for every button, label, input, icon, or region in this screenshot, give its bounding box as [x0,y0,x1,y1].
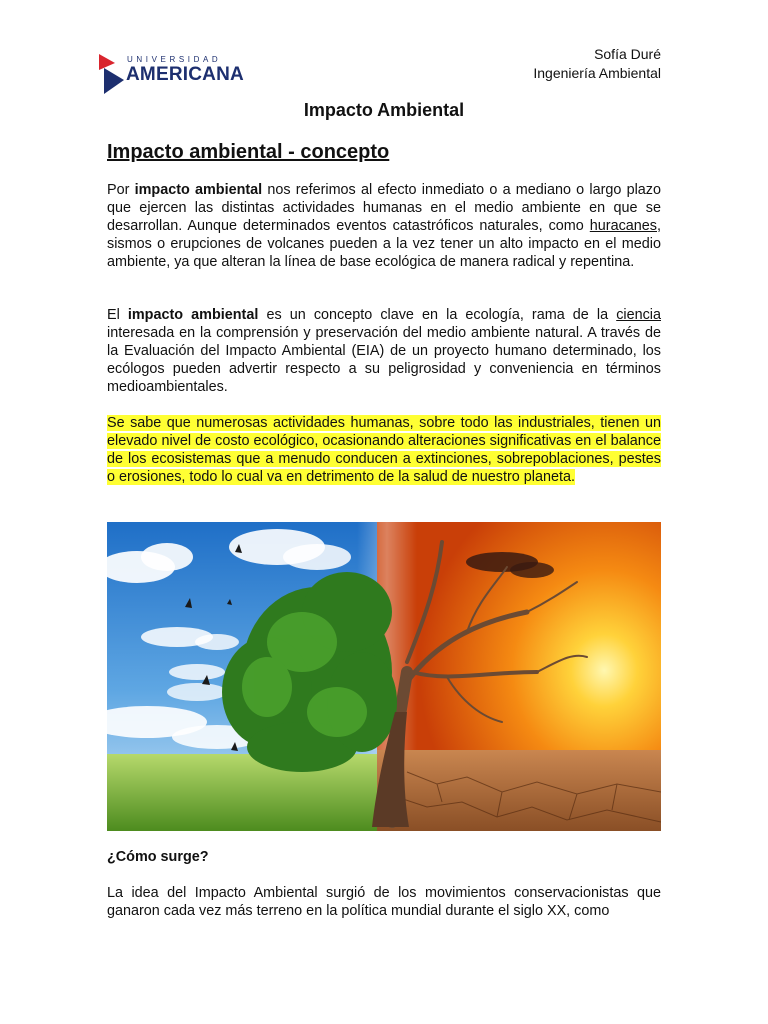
logo-top-text: UNIVERSIDAD [127,55,222,64]
p1-text-a: nos referimos al efecto inmediato o a mediano o largo plazo que ejercen las distintas actividades humanas en el medio ambiente en que se desarrollan. Aunque determinados eventos catastróficos naturales, como [107,182,661,234]
p1-bold-term: impacto ambiental [134,182,263,198]
author-name: Sofía Duré [594,46,661,62]
author-career: Ingeniería Ambiental [533,65,661,81]
logo-main-text: AMERICANA [126,64,244,85]
p4-text: La idea del Impacto Ambiental surgió de los movimientos conservacionistas que ganaron cada vez más terreno en la política mundial durante el siglo XX, como [107,885,661,919]
p2-bold-term: impacto ambiental [127,307,259,323]
paragraph-origin [107,884,661,920]
p1-prefix: Por [107,182,135,198]
p2-prefix: El [107,307,128,323]
p2-text-b: interesada en la comprensión y preservación del medio ambiente natural. A través de la Evaluación del Impacto Ambiental (EIA) de un proyecto humano determinado, los ecólogos pueden advertir respecto a su peligrosidad y conveniencia en términos medioambientales. [107,325,661,395]
paragraph-definition [107,181,661,271]
link-huracanes[interactable]: huracanes [589,218,657,234]
highlighted-text: Se sabe que numerosas actividades humanas, sobre todo las industriales, tienen un elevado nivel de costo ecológico, ocasionando alteraciones significativas en el balance de los ecosistemas que a menudo conducen a extinciones, sobrepoblaciones, pestes o erosiones, todo lo cual va en detrimento de la salud de nuestro planeta. [107,415,661,485]
p1-text-b: , sismos o erupciones de volcanes pueden a la vez tener un alto impacto en el medio ambiente, ya que alteran la línea de base ecológica de manera radical y repentina. [107,218,661,270]
university-logo [99,50,244,96]
paragraph-ecology [107,306,661,396]
author-block [533,45,661,83]
logo-triangle-icon [99,50,127,96]
section-heading: Impacto ambiental - concepto [107,141,390,163]
paragraph-highlighted [107,414,661,486]
document-title: Impacto Ambiental [303,100,465,120]
link-ciencia[interactable]: ciencia [616,307,661,323]
p2-text-a: es un concepto clave en la ecología, rama de la [258,307,617,323]
subheading-como-surge: ¿Cómo surge? [107,849,209,865]
green-vs-dry-tree-illustration [107,522,661,831]
